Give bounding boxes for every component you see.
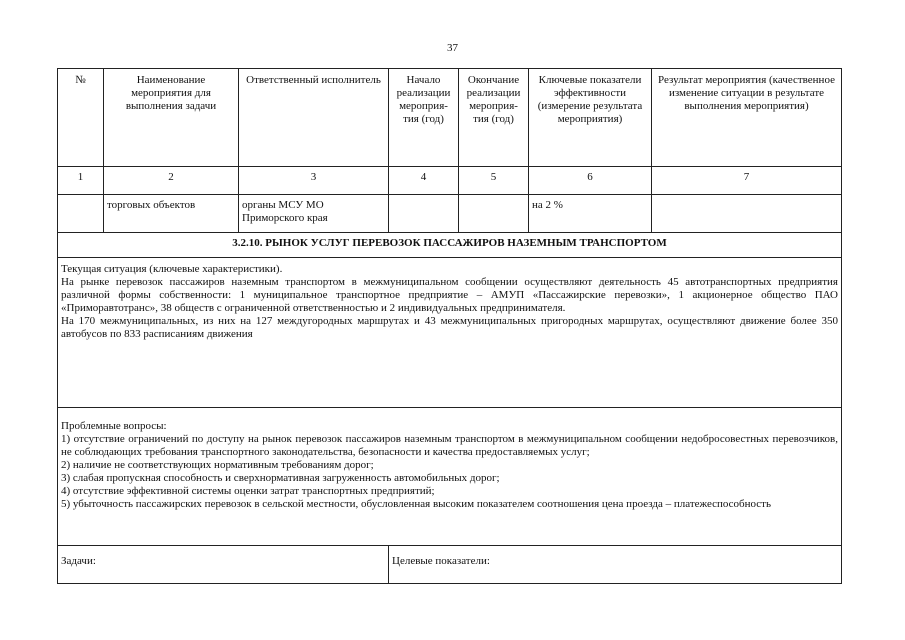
problems-label: Проблемные вопросы: <box>61 420 167 432</box>
situation-paragraph: На 170 межмуниципальных, из них на 127 междугородных маршрутах и 43 межмуниципальных пригородных маршрутах, осуществляют движение более 350 автобусов по 833 расписаниям движения <box>61 315 838 340</box>
problems-cell <box>58 408 842 546</box>
current-situation-row <box>58 258 842 408</box>
header-number: № <box>58 69 104 167</box>
header-executor: Ответственный исполнитель <box>239 69 389 167</box>
situation-label: Текущая ситуация (ключевые характеристики). <box>61 263 283 275</box>
column-index: 2 <box>104 167 239 195</box>
measures-table <box>57 68 842 584</box>
header-row <box>58 69 842 167</box>
problem-item: 4) отсутствие эффективной системы оценки затрат транспортных предприятий; <box>61 485 435 497</box>
table-cell: органы МСУ МО Приморского края <box>239 195 389 233</box>
table-cell <box>652 195 842 233</box>
problem-item: 3) слабая пропускная способность и сверхнормативная загруженность автомобильных дорог; <box>61 472 500 484</box>
header-key-indicators: Ключевые показатели эффективности (измерение результата мероприятия) <box>529 69 652 167</box>
header-measure-name: Наименование мероприятия для выполнения задачи <box>104 69 239 167</box>
situation-paragraph: На рынке перевозок пассажиров наземным транспортом в межмуниципальном сообщении осуществляют деятельность 45 автотранспортных предприятия различной формы собственности: 1 муниципальное транспортное предприятие – АМУП «Пассажирские перевозки», 1 акционерное общество ПАО «Приморавтотранс», 38 обществ с ограниченной ответственностью и 2 индивидуальных предпринимателя. <box>61 276 838 314</box>
section-row <box>58 233 842 258</box>
problem-item: 2) наличие не соответствующих нормативным требованиям дорог; <box>61 459 374 471</box>
table-cell: торговых объектов <box>104 195 239 233</box>
current-situation-cell <box>58 258 842 408</box>
header-end-year: Окончание реализации мероприя-тия (год) <box>459 69 529 167</box>
problem-item: 1) отсутствие ограничений по доступу на рынок перевозок пассажиров наземным транспортом в межмуниципальном сообщении недобросовестных перевозчиков, не соблюдающих требования транспортного законодательства, безопасности и качества предоставляемых услуг; <box>61 433 838 458</box>
column-index: 1 <box>58 167 104 195</box>
table-cell <box>389 195 459 233</box>
column-index: 3 <box>239 167 389 195</box>
tasks-row <box>58 546 842 584</box>
column-index: 5 <box>459 167 529 195</box>
table-cell <box>58 195 104 233</box>
table-cell <box>459 195 529 233</box>
table-cell: на 2 % <box>529 195 652 233</box>
column-index-row <box>58 167 842 195</box>
column-index: 4 <box>389 167 459 195</box>
problem-item: 5) убыточность пассажирских перевозок в сельской местности, обусловленная высоким показателем соотношения цена проезда – платежеспособность <box>61 498 772 510</box>
page-number: 37 <box>447 42 458 54</box>
table-row <box>58 195 842 233</box>
section-title: 3.2.10. РЫНОК УСЛУГ ПЕРЕВОЗОК ПАССАЖИРОВ НАЗЕМНЫМ ТРАНСПОРТОМ <box>58 233 842 258</box>
header-start-year: Начало реализации мероприя-тия (год) <box>389 69 459 167</box>
problems-row <box>58 408 842 546</box>
targets-cell: Целевые показатели: <box>389 546 842 584</box>
column-index: 6 <box>529 167 652 195</box>
tasks-cell: Задачи: <box>58 546 389 584</box>
column-index: 7 <box>652 167 842 195</box>
header-result: Результат мероприятия (качественное изменение ситуации в результате выполнения мероприятия) <box>652 69 842 167</box>
